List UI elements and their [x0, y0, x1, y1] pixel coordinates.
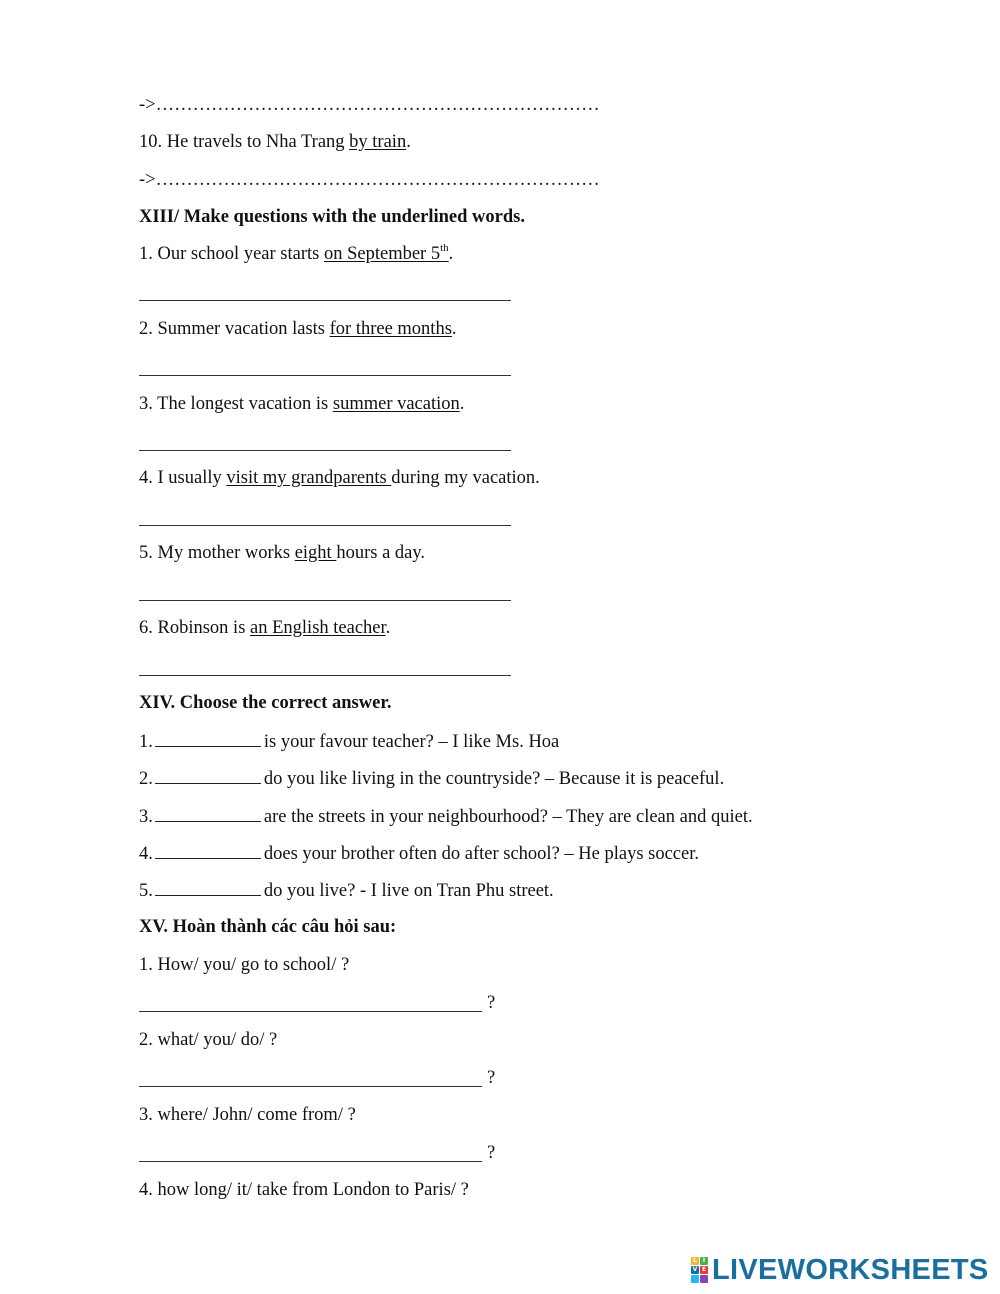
question-end: during my vacation.	[391, 468, 540, 488]
section-xiv-heading: XIV. Choose the correct answer.	[139, 693, 392, 713]
question-text: do you live? - I live on Tran Phu street.	[263, 881, 554, 901]
question-end: .	[451, 319, 457, 339]
question-end: .	[406, 132, 411, 152]
answer-line-10[interactable]: ->………………………………………………………………	[139, 170, 600, 190]
question-number: 3.	[139, 807, 153, 827]
answer-blank[interactable]	[155, 730, 261, 747]
question-text: 1. Our school year starts	[139, 244, 324, 264]
xiv-question-3	[139, 805, 753, 828]
logo-tile: L	[691, 1257, 699, 1265]
brand-name: LIVEWORKSHEETS	[712, 1253, 989, 1286]
xiii-question-6	[139, 617, 390, 639]
question-number: 4.	[139, 844, 153, 864]
logo-tile	[700, 1275, 708, 1283]
question-text: is your favour teacher? – I like Ms. Hoa	[263, 732, 560, 752]
question-end: .	[459, 394, 465, 414]
answer-blank-1[interactable]	[139, 300, 511, 301]
answer-blank-xv-3[interactable]	[139, 1161, 482, 1162]
question-number: 5.	[139, 881, 153, 901]
question-text: 5. My mother works	[139, 543, 295, 563]
answer-blank[interactable]	[155, 842, 261, 859]
section-xiii-heading: XIII/ Make questions with the underlined words.	[139, 207, 525, 227]
answer-blank-xv-2[interactable]	[139, 1086, 482, 1087]
xiii-question-2	[139, 318, 457, 340]
logo-tile: V	[692, 1266, 698, 1273]
question-end: .	[385, 618, 391, 638]
ordinal-suffix: th	[440, 241, 449, 254]
xiv-question-1	[139, 730, 559, 753]
xv-question-4: 4. how long/ it/ take from London to Paris/ ?	[139, 1180, 469, 1200]
answer-blank[interactable]	[155, 805, 261, 822]
xiv-question-5	[139, 879, 554, 902]
xiv-question-4	[139, 842, 699, 865]
logo-tile	[691, 1275, 699, 1283]
logo-icon	[691, 1257, 709, 1283]
question-mark: ?	[487, 993, 496, 1013]
answer-blank[interactable]	[155, 879, 261, 896]
question-text: 4. I usually	[139, 468, 227, 488]
question-number: 2.	[139, 769, 153, 789]
question-mark: ?	[487, 1143, 496, 1163]
underlined-phrase: on September 5th	[323, 241, 449, 264]
underlined-phrase: by train	[349, 132, 407, 152]
question-text: do you like living in the countryside? – Because it is peaceful.	[263, 769, 725, 789]
xv-question-2: 2. what/ you/ do/ ?	[139, 1030, 278, 1050]
underlined-phrase: summer vacation	[332, 394, 460, 414]
question-10	[139, 131, 411, 153]
answer-blank-6[interactable]	[139, 675, 511, 676]
answer-blank-5[interactable]	[139, 600, 511, 601]
answer-blank-4[interactable]	[139, 525, 511, 526]
underlined-phrase: visit my grandparents	[226, 468, 392, 488]
question-text: are the streets in your neighbourhood? – They are clean and quiet.	[263, 807, 753, 827]
answer-blank[interactable]	[155, 767, 261, 784]
logo-tile: E	[701, 1266, 707, 1273]
section-xv-heading: XV. Hoàn thành các câu hỏi sau:	[139, 917, 397, 937]
xiii-question-1	[139, 243, 453, 265]
underlined-phrase: eight	[294, 543, 337, 563]
answer-blank-3[interactable]	[139, 450, 511, 451]
answer-line-9[interactable]: ->………………………………………………………………	[139, 95, 600, 115]
answer-blank-xv-1[interactable]	[139, 1011, 482, 1012]
question-mark: ?	[487, 1068, 496, 1088]
xv-question-1: 1. How/ you/ go to school/ ?	[139, 955, 350, 975]
question-text: 2. Summer vacation lasts	[139, 319, 330, 339]
question-number: 1.	[139, 732, 153, 752]
xiv-question-2	[139, 767, 724, 790]
question-text: does your brother often do after school? – He plays soccer.	[263, 844, 699, 864]
xv-question-3: 3. where/ John/ come from/ ?	[139, 1105, 356, 1125]
liveworksheets-logo	[691, 1255, 989, 1285]
question-text: 3. The longest vacation is	[139, 394, 333, 414]
xiii-question-3	[139, 393, 464, 415]
xiii-question-4	[139, 467, 540, 489]
question-end: .	[448, 244, 454, 264]
question-text: 10. He travels to Nha Trang	[139, 132, 350, 152]
logo-tile: I	[700, 1257, 708, 1265]
underlined-phrase: for three months	[329, 319, 452, 339]
question-end: hours a day.	[336, 543, 426, 563]
xiii-question-5	[139, 542, 425, 564]
underlined-phrase: an English teacher	[250, 618, 386, 638]
question-text: 6. Robinson is	[139, 618, 251, 638]
answer-blank-2[interactable]	[139, 375, 511, 376]
